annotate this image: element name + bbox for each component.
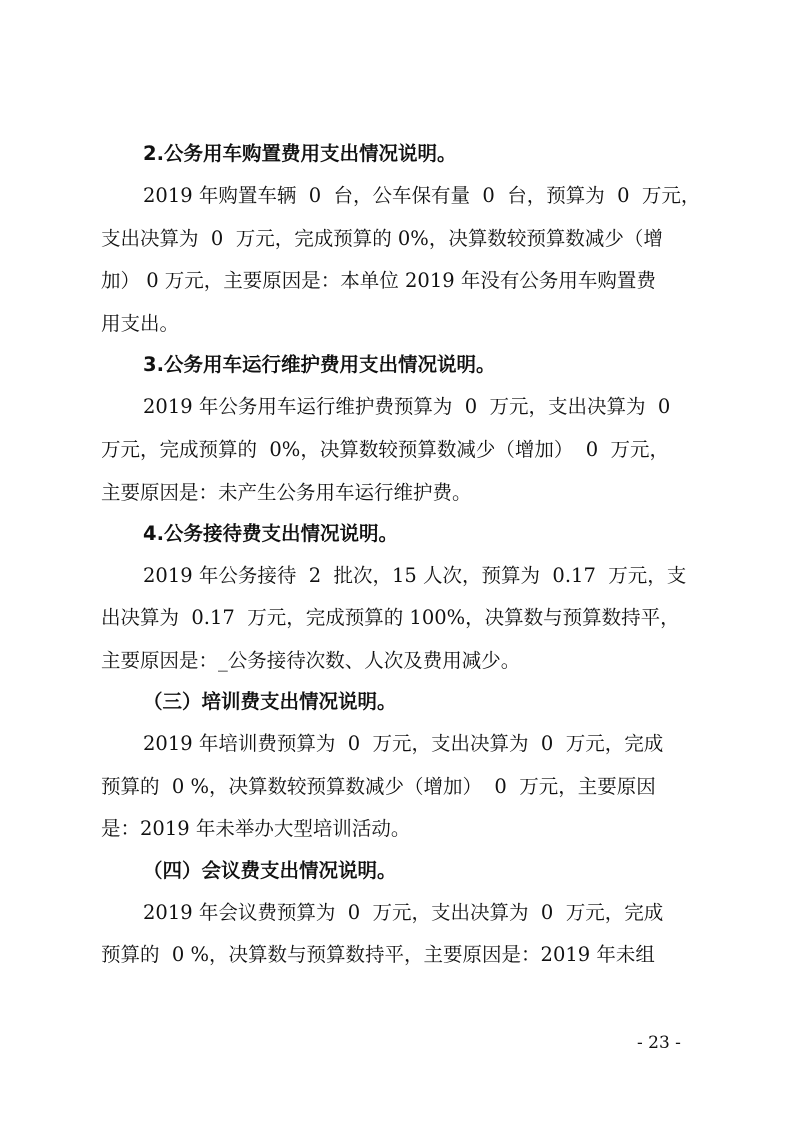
section-heading-meeting: （四）会议费支出情况说明。 — [143, 859, 397, 882]
paragraph-line: 加） 0 万元，主要原因是：本单位 2019 年没有公务用车购置费 — [101, 269, 656, 292]
paragraph-line: 支出决算为 0 万元，完成预算的 0%，决算数较预算数减少（增 — [101, 227, 663, 250]
paragraph-line: 2019 年公务接待 2 批次，15 人次，预算为 0.17 万元，支 — [143, 564, 687, 587]
paragraph-line: 主要原因是：_公务接待次数、人次及费用减少。 — [101, 649, 521, 672]
section-heading-vehicle-maintenance: 3.公务用车运行维护费用支出情况说明。 — [143, 353, 496, 376]
paragraph-line: 2019 年公务用车运行维护费预算为 0 万元，支出决算为 0 — [143, 395, 671, 418]
section-heading-reception: 4.公务接待费支出情况说明。 — [143, 522, 398, 545]
paragraph-line: 用支出。 — [101, 312, 180, 335]
section-heading-training: （三）培训费支出情况说明。 — [143, 690, 397, 713]
paragraph-line: 万元，完成预算的 0%，决算数较预算数减少（增加） 0 万元， — [101, 438, 670, 461]
paragraph-line: 预算的 0 %，决算数较预算数减少（增加） 0 万元，主要原因 — [101, 775, 656, 798]
paragraph-line: 2019 年购置车辆 0 台，公车保有量 0 台，预算为 0 万元， — [143, 184, 701, 207]
paragraph-line: 2019 年会议费预算为 0 万元，支出决算为 0 万元，完成 — [143, 901, 664, 924]
page-number: - 23 - — [637, 1033, 681, 1053]
paragraph-line: 出决算为 0.17 万元，完成预算的 100%，决算数与预算数持平， — [101, 606, 680, 629]
paragraph-line: 主要原因是：未产生公务用车运行维护费。 — [101, 481, 472, 504]
paragraph-line: 是：2019 年未举办大型培训活动。 — [101, 817, 411, 840]
paragraph-line: 预算的 0 %，决算数与预算数持平，主要原因是：2019 年未组 — [101, 943, 655, 966]
section-heading-vehicle-purchase: 2.公务用车购置费用支出情况说明。 — [143, 142, 457, 165]
paragraph-line: 2019 年培训费预算为 0 万元，支出决算为 0 万元，完成 — [143, 732, 664, 755]
